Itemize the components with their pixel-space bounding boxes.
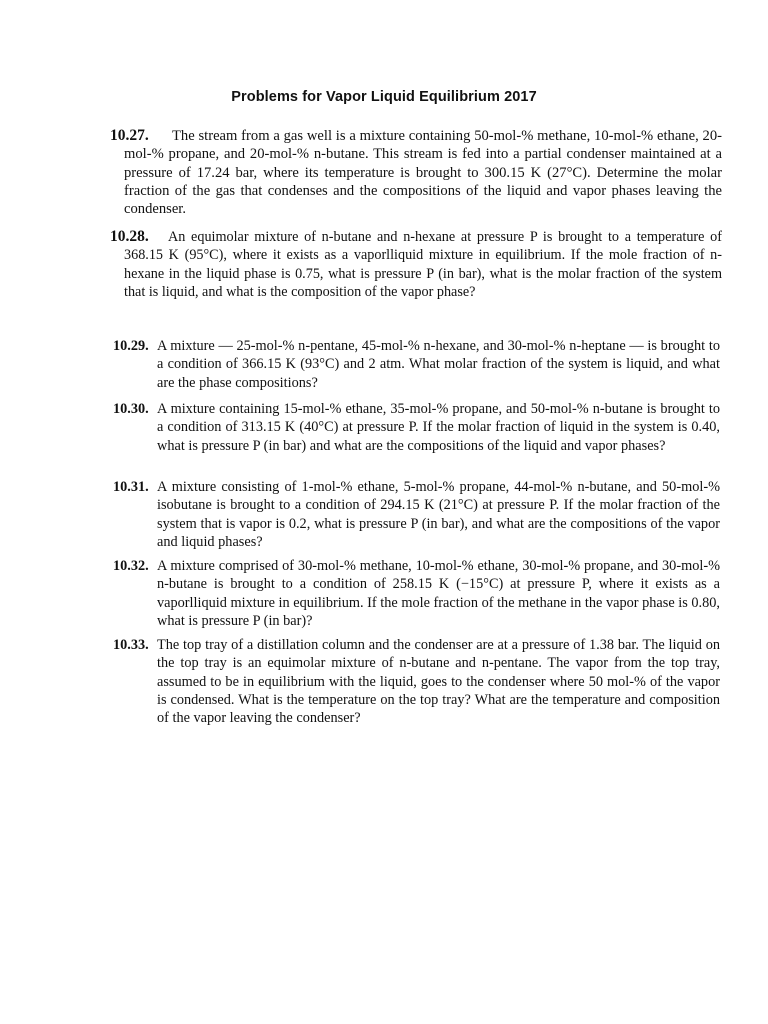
problem-text: A mixture consisting of 1-mol-% ethane, 5-mol-% propane, 44-mol-% n-butane, and 50-mol-% isobutane is brought to a condition of 294.15 K (21°C) at pressure P. If the molar fraction of the system that is vapor is 0.2, what is pressure P (in bar), and what are the compositions of the vapor and liquid phases? <box>157 479 720 550</box>
problem-10-33 <box>113 636 720 727</box>
problem-text: An equimolar mixture of n-butane and n-hexane at pressure P is brought to a temperature of 368.15 K (95°C), where it exists as a vaporlliquid mixture in equilibrium. If the mole fraction of n-hexane in the liquid phase is 0.75, what is pressure P (in bar), what is the molar fraction of the system that is liquid, and what is the composition of the vapor phase? <box>124 229 722 300</box>
problem-number: 10.30. <box>113 401 149 417</box>
problem-number: 10.29. <box>113 338 149 354</box>
problem-10-29 <box>113 337 720 392</box>
problem-number: 10.28. <box>110 228 149 245</box>
problem-10-32 <box>113 557 720 630</box>
problem-number: 10.33. <box>113 637 149 653</box>
problem-10-30 <box>113 400 720 455</box>
problem-10-27 <box>110 127 722 218</box>
problem-text: A mixture comprised of 30-mol-% methane, 10-mol-% ethane, 30-mol-% propane, and 30-mol-% n-butane is brought to a condition of 258.15 K (−15°C) at pressure P, where it exists as a vaporlliquid mixture in equilibrium. If the mole fraction of the methane in the vapor phase is 0.80, what is pressure P (in bar)? <box>157 558 720 629</box>
problem-text: A mixture containing 15-mol-% ethane, 35-mol-% propane, and 50-mol-% n-butane is brought to a condition of 313.15 K (40°C) at pressure P. If the molar fraction of liquid in the system is 0.40, what is pressure P (in bar) and what are the compositions of the liquid and vapor phases? <box>157 401 720 454</box>
problem-number: 10.27. <box>110 127 149 144</box>
page-title: Problems for Vapor Liquid Equilibrium 2017 <box>231 89 537 105</box>
problem-text: The stream from a gas well is a mixture containing 50-mol-% methane, 10-mol-% ethane, 20-mol-% propane, and 20-mol-% n-butane. This stream is fed into a partial condenser maintained at a pressure of 17.24 bar, where its temperature is brought to 300.15 K (27°C). Determine the molar fraction of the gas that condenses and the compositions of the liquid and vapor phases leaving the condenser. <box>124 128 722 218</box>
problem-10-28 <box>110 228 722 301</box>
problem-number: 10.31. <box>113 479 149 495</box>
problem-text: The top tray of a distillation column and the condenser are at a pressure of 1.38 bar. The liquid on the top tray is an equimolar mixture of n-butane and n-pentane. The vapor from the top tray, assumed to be in equilibrium with the liquid, goes to the condenser where 50 mol-% of the vapor is condensed. What is the temperature on the top tray? What are the temperature and composition of the vapor leaving the condenser? <box>157 637 720 727</box>
problem-text: A mixture — 25-mol-% n-pentane, 45-mol-% n-hexane, and 30-mol-% n-heptane — is brought to a condition of 366.15 K (93°C) and 2 atm. What molar fraction of the system is liquid, and what are the phase compositions? <box>157 338 720 391</box>
problem-10-31 <box>113 478 720 551</box>
problem-number: 10.32. <box>113 558 149 574</box>
